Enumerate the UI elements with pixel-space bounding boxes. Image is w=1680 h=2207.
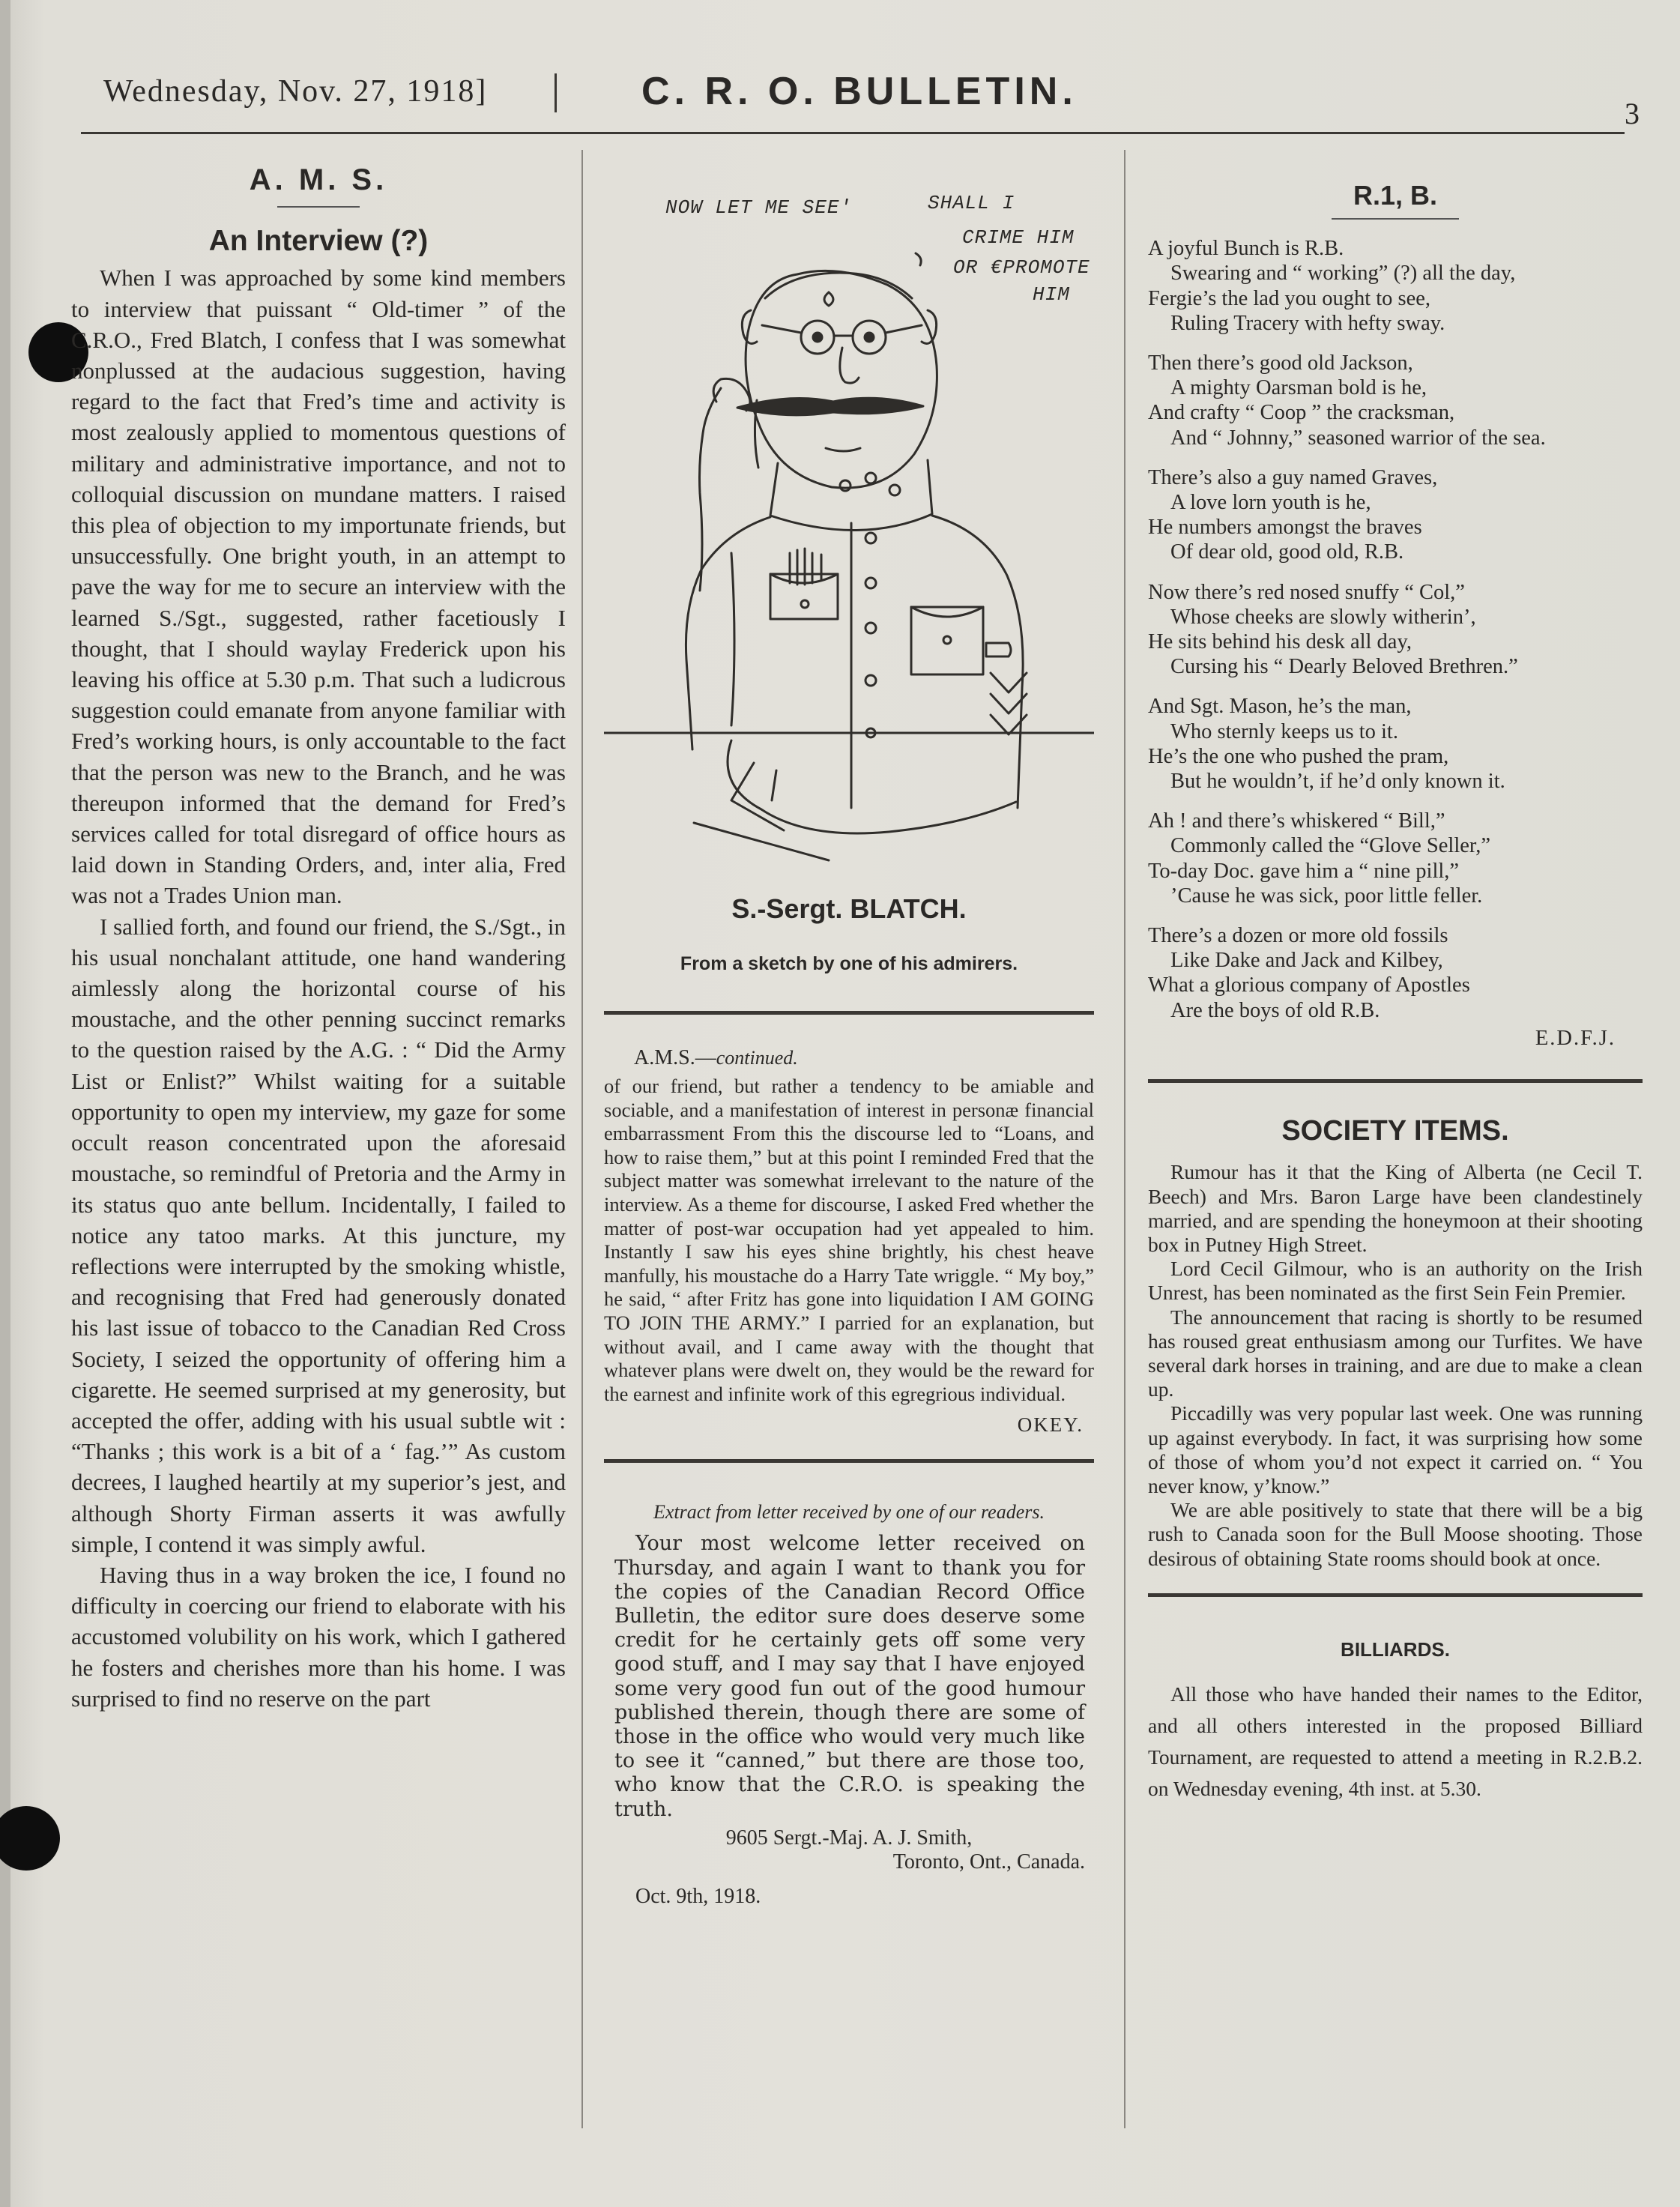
column-rb-society	[1148, 180, 1643, 1805]
section-rule	[604, 1459, 1094, 1463]
page-header	[81, 66, 1640, 130]
poem-line: And “ Johnny,” seasoned warrior of the sea.	[1170, 426, 1546, 450]
interview-paragraph: Having thus in a way broken the ice, I found no difficulty in coercing our friend to elaborate with his accustomed volubility on his work, which I gathered he fosters and cherishes more than his home. I was surprised to find no reserve on the part	[71, 1561, 566, 1712]
page-number: 3	[1625, 97, 1640, 130]
masthead-title: C. R. O. BULLETIN.	[641, 70, 1078, 113]
column-divider-2	[1124, 150, 1125, 2128]
interview-subtitle: An Interview (?)	[208, 225, 429, 258]
continued-label: A.M.S.—	[634, 1046, 716, 1069]
continued-heading	[634, 1046, 1094, 1070]
poem-line: Commonly called the “Glove Seller,”	[1170, 834, 1491, 858]
column-sketch-and-letter	[604, 163, 1094, 1909]
header-rule	[81, 132, 1625, 134]
binding-edge-shadow	[0, 0, 10, 2207]
punch-hole-bottom	[0, 1806, 60, 1871]
billiards-title: BILLIARDS.	[1341, 1637, 1450, 1661]
society-item: Rumour has it that the King of Alberta (ne Cecil T. Beech) and Mrs. Baron Large have been clandestinely married, and are spending the honeymoon at their shooting box in Putney High Street.	[1148, 1160, 1643, 1256]
section-rule	[1148, 1593, 1643, 1597]
poem-line: Are the boys of old R.B.	[1170, 998, 1380, 1022]
section-rule	[604, 1011, 1094, 1015]
interview-paragraph: I sallied forth, and found our friend, the S./Sgt., in his usual nonchalant attitude, one hand wandering aimlessly along the horizontal course of his moustache, and the other penning succinct remarks to the question raised by the A.G. : “ Did the Army List or Enlist?” Whilst waiting for a suitable opportunity to open my interview, my gaze for some occult reason concentrated upon the aforesaid moustache, so remindful of Pretoria and the Army in its status quo ante bellum. Incidentally, I failed to notice any tatoo marks. At this juncture, my reflections were interrupted by the smoking whistle, and recognising that Fred had generously donated his last issue of tobacco to the Canadian Red Cross Society, I seized the opportunity of offering him a cigarette. He seemed surprised at my generosity, but accepted the offer, adding with his usual subtle wit : “Thanks ; this work is a bit of a ‘ fag.’” As custom decrees, I laughed heartily at my superior’s jest, and although Shorty Firman asserts it was awfully simple, I contend it was simply awful.	[71, 913, 566, 1557]
poem-line: To-day Doc. gave him a “ nine pill,”	[1148, 859, 1460, 883]
poem-stanza	[1148, 465, 1643, 565]
poem-line: What a glorious company of Apostles	[1148, 973, 1470, 997]
sketch-caption: S.-Sergt. BLATCH.	[731, 893, 967, 924]
speech-text: HIM	[1033, 283, 1070, 306]
society-items	[1148, 1160, 1643, 1570]
poem-line: And crafty “ Coop ” the cracksman,	[1148, 401, 1455, 425]
issue-date: Wednesday, Nov. 27, 1918]	[103, 74, 488, 109]
continued-italic: continued.	[716, 1047, 798, 1069]
poem-line: Now there’s red nosed snuffy “ Col,”	[1148, 580, 1465, 604]
poem-line: He’s the one who pushed the pram,	[1148, 744, 1449, 768]
sketch-subcaption: From a sketch by one of his admirers.	[680, 953, 1018, 974]
article-signoff: OKEY.	[1017, 1413, 1084, 1437]
interview-paragraph: When I was approached by some kind members to interview that puissant “ Old-timer ” of the C.R.O., Fred Blatch, I confess that I was somewhat nonplussed at the audacious suggestion, having regard to the fact that Fred’s time and activity is most zealously applied to momentous questions of military and administrative importance, and not to colloquial discussion on mundane matters. I raised this plea of objection to my importunate friends, but unsuccessfully. One bright youth, in an attempt to pave the way for me to secure an interview with the learned S./Sgt., suggested, rather facetiously I thought, that I should waylay Frederick upon his leaving his office at 5.30 p.m. That such a ludicrous suggestion could emanate from anyone familiar with Fred’s working hours, is only accountable to the fact that the person was new to the Branch, and he was thereupon informed that the demand for Fred’s services called for total disregard of office hours as laid down in Standing Orders, and, inter alia, Fred was not a Trades Union man.	[71, 265, 566, 909]
ams-title: A. M. S.	[249, 163, 388, 196]
society-item: We are able positively to state that there will be a big rush to Canada soon for the Bull Moose shooting. Those desirous of obtaining State rooms should book at once.	[1148, 1498, 1643, 1570]
poem-line: Ruling Tracery with hefty sway.	[1170, 311, 1445, 335]
poem-line: Who sternly keeps us to it.	[1170, 719, 1398, 743]
poem-stanza	[1148, 809, 1643, 908]
society-item: The announcement that racing is shortly to be resumed has roused great enthusiasm among our Turfites. We have several dark horses in training, and are due to make a clean up.	[1148, 1305, 1643, 1401]
poem-line: ’Cause he was sick, poor little feller.	[1170, 884, 1483, 908]
column-divider-1	[581, 150, 583, 2128]
poem-line: He sits behind his desk all day,	[1148, 630, 1412, 654]
poem-line: Fergie’s the lad you ought to see,	[1148, 286, 1431, 310]
continued-text: of our friend, but rather a tendency to be amiable and sociable, and a manifestation of interest in personæ financial embarrassment From this the discourse led to “Loans, and how to raise them,” but at this point I reminded Fred that the subject matter was somewhat irrelevant to the nature of the interview. As a theme for discourse, I asked Fred whether the matter of post-war occupation had yet appealed to him. Instantly I saw his eyes shine brightly, his chest heave manfully, his moustache do a Harry Tate wriggle. “ My boy,” he said, “ after Fritz has gone into liquidation I AM GOING TO JOIN THE ARMY.” I parried for an explanation, but without avail, and I came away with the thought that whatever plans were dwelt on, they would be the reward for the earnest and infinite work of this egregrious individual.	[604, 1075, 1094, 1405]
letter-date: Oct. 9th, 1918.	[635, 1884, 761, 1908]
poem-line: And Sgt. Mason, he’s the man,	[1148, 695, 1412, 719]
speech-text: CRIME HIM	[962, 226, 1075, 249]
society-item: Piccadilly was very popular last week. One was running up against everybody. In fact, it was surprising how some of those of whom you’d not expect it carried on. “ You never know, y’know.”	[1148, 1401, 1643, 1497]
poem-stanza	[1148, 351, 1643, 450]
poem-line: A mighty Oarsman bold is he,	[1170, 376, 1427, 400]
poem-signature: E.D.F.J.	[1535, 1026, 1616, 1050]
speech-text: SHALL I	[928, 192, 1015, 214]
society-item: Lord Cecil Gilmour, who is an authority on the Irish Unrest, has been nominated as the first Sein Fein Premier.	[1148, 1257, 1643, 1305]
billiards-text: All those who have handed their names to the Editor, and all others interested in the proposed Billiard Tournament, are requested to attend a meeting in R.2.B.2. on Wednesday evening, 4th inst. at 5.30.	[1148, 1682, 1643, 1800]
sergeant-portrait-drawing	[604, 163, 1094, 868]
poem-line: Like Dake and Jack and Kilbey,	[1170, 949, 1443, 973]
letter-signature-place: Toronto, Ont., Canada.	[892, 1850, 1085, 1874]
rb-title: R.1, B.	[1353, 180, 1438, 211]
poem-line: Cursing his “ Dearly Beloved Brethren.”	[1170, 655, 1518, 679]
speech-text: OR €PROMOTE	[953, 256, 1090, 279]
poem-line: Whose cheeks are slowly witherin’,	[1170, 605, 1476, 629]
society-title: SOCIETY ITEMS.	[1281, 1115, 1509, 1147]
poem-line: Swearing and “ working” (?) all the day,	[1170, 262, 1516, 286]
rb-title-rule	[1332, 218, 1459, 220]
column-ams-interview	[71, 165, 566, 1714]
poem-line: He numbers amongst the braves	[1148, 516, 1422, 540]
letter-signature-name: 9605 Sergt.-Maj. A. J. Smith,	[725, 1826, 973, 1850]
header-bracket-bar	[555, 73, 557, 112]
poem-stanza	[1148, 694, 1643, 794]
blatch-sketch	[604, 163, 1094, 868]
letter-text: Your most welcome letter received on Thursday, and again I want to thank you for the copies of the Canadian Record Office Bulletin, the editor sure does deserve some credit for he certainly gets off some very good stuff, and I may say that I have enjoyed some very good fun out of the good humour published therein, though there are some of those in the office who would very much like to see it “canned,” but there are those too, who know that the C.R.O. is speaking the truth.	[614, 1532, 1085, 1821]
poem-line: There’s also a guy named Graves,	[1148, 465, 1438, 489]
extract-heading: Extract from letter received by one of our readers.	[653, 1501, 1045, 1524]
poem-line: Of dear old, good old, R.B.	[1170, 540, 1404, 564]
poem-stanza	[1148, 923, 1643, 1023]
poem-line: There’s a dozen or more old fossils	[1148, 924, 1448, 948]
poem-line: A love lorn youth is he,	[1170, 491, 1371, 515]
poem-stanza	[1148, 236, 1643, 336]
ams-title-rule	[277, 206, 360, 208]
speech-text: NOW LET ME SEE'	[665, 196, 853, 219]
poem-line: Then there’s good old Jackson,	[1148, 351, 1413, 375]
poem-line: Ah ! and there’s whiskered “ Bill,”	[1148, 809, 1445, 833]
section-rule	[1148, 1079, 1643, 1083]
poem-stanza	[1148, 580, 1643, 680]
poem-line: But he wouldn’t, if he’d only known it.	[1170, 770, 1505, 794]
poem-line: A joyful Bunch is R.B.	[1148, 237, 1344, 261]
